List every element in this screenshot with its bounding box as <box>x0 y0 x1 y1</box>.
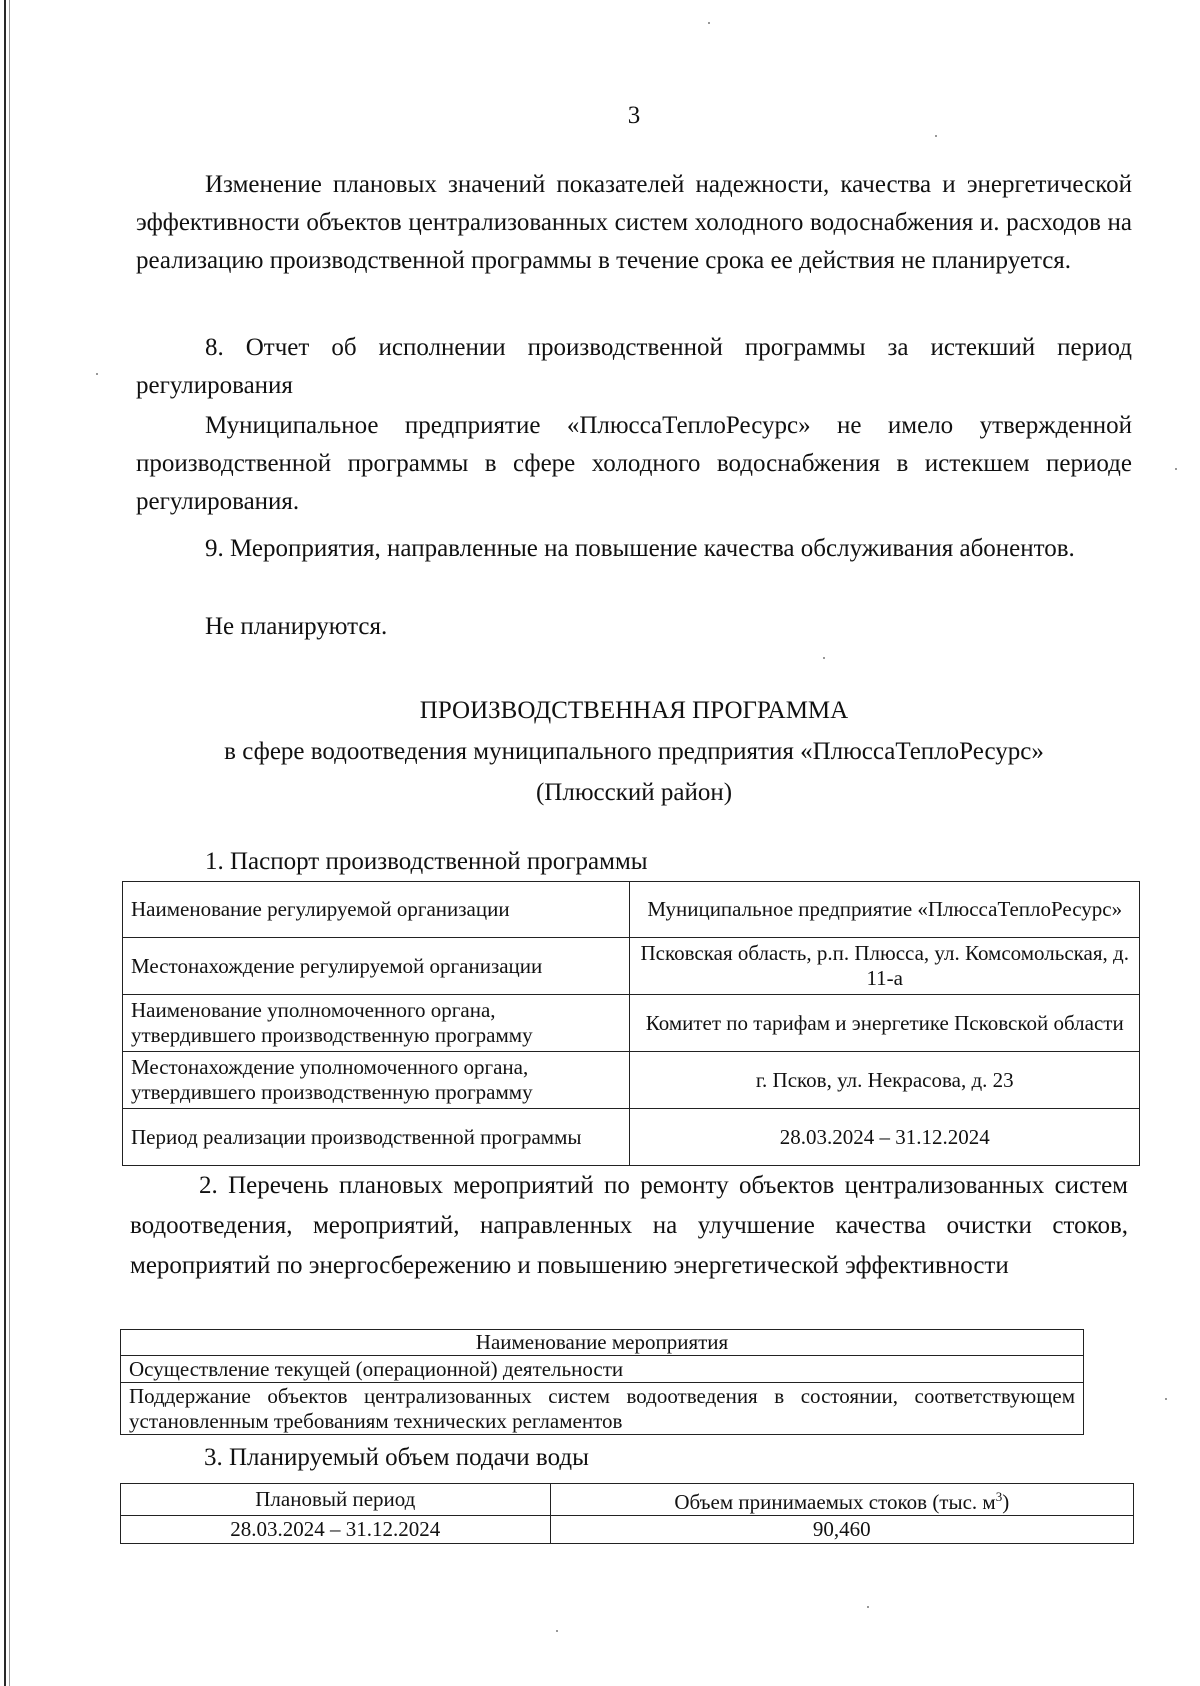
volume-header-unit-sup: 3 <box>995 1489 1003 1504</box>
volume-header-period: Плановый период <box>121 1484 551 1516</box>
passport-row <box>123 882 1140 938</box>
scan-edge-line <box>4 0 6 1686</box>
volume-caption: 3. Планируемый объем подачи воды <box>204 1444 589 1471</box>
passport-value: Псковская область, р.п. Плюсса, ул. Комсомольская, д. 11-а <box>630 938 1140 995</box>
program-heading-subtitle: в сфере водоотведения муниципального предприятия «ПлюссаТеплоРесурс» <box>224 738 1044 765</box>
passport-value: Комитет по тарифам и энергетике Псковской области <box>630 995 1140 1052</box>
volume-period: 28.03.2024 – 31.12.2024 <box>121 1516 551 1544</box>
section8-title: 8. Отчет об исполнении производственной программы за истекший период регулирования <box>136 334 1132 399</box>
scan-speck <box>935 135 937 137</box>
scan-speck <box>556 1630 558 1632</box>
passport-value: 28.03.2024 – 31.12.2024 <box>630 1109 1140 1166</box>
scan-speck <box>867 1606 869 1608</box>
passport-value: Муниципальное предприятие «ПлюссаТеплоРесурс» <box>630 882 1140 938</box>
section9-text: Не планируются. <box>205 613 388 640</box>
volume-row <box>121 1516 1134 1544</box>
activities-header: Наименование мероприятия <box>121 1330 1084 1356</box>
activities-item: Поддержание объектов централизованных систем водоотведения в состоянии, соответствующем установленным требованиям технических регламентов <box>121 1383 1084 1435</box>
volume-header-amount-text: Объем принимаемых стоков (тыс. м <box>674 1490 996 1514</box>
scan-speck <box>823 657 825 659</box>
passport-caption: 1. Паспорт производственной программы <box>205 848 648 875</box>
scan-speck <box>1165 1398 1167 1400</box>
volume-header-amount <box>550 1484 1133 1516</box>
passport-table <box>122 881 1140 1166</box>
passport-row <box>123 1109 1140 1166</box>
section8-text: Муниципальное предприятие «ПлюссаТеплоРесурс» не имело утвержденной производственной программы в сфере холодного водоснабжения в истекшем периоде регулирования. <box>136 412 1132 515</box>
passport-row <box>123 1052 1140 1109</box>
volume-amount: 90,460 <box>550 1516 1133 1544</box>
program-heading-district: (Плюсский район) <box>535 779 733 806</box>
intro-paragraph: Изменение плановых значений показателей надежности, качества и энергетической эффективности объектов централизованных систем холодного водоснабжения и. расходов на реализацию производственной программы в течение срока ее действия не планируется. <box>136 171 1132 274</box>
passport-row <box>123 938 1140 995</box>
volume-table <box>120 1483 1134 1544</box>
passport-label: Местонахождение уполномоченного органа, утвердившего производственную программу <box>123 1052 630 1109</box>
activities-caption: 2. Перечень плановых мероприятий по ремонту объектов централизованных систем водоотведения, мероприятий, направленных на улучшение качества очистки стоков, мероприятий по энергосбережению и повышению энергетической эффективности <box>130 1172 1128 1279</box>
volume-header-close: ) <box>1002 1490 1010 1514</box>
passport-label: Наименование регулируемой организации <box>123 882 630 938</box>
scan-speck <box>1175 468 1177 470</box>
passport-label: Период реализации производственной программы <box>123 1109 630 1166</box>
program-heading-title: ПРОИЗВОДСТВЕННАЯ ПРОГРАММА <box>419 697 849 724</box>
activities-item: Осуществление текущей (операционной) деятельности <box>121 1356 1084 1383</box>
scan-edge-shadow <box>9 0 10 1686</box>
scan-speck <box>96 373 98 375</box>
scan-speck <box>708 22 710 24</box>
volume-header-row <box>121 1484 1134 1516</box>
passport-value: г. Псков, ул. Некрасова, д. 23 <box>630 1052 1140 1109</box>
passport-label: Наименование уполномоченного органа, утвердившего производственную программу <box>123 995 630 1052</box>
activities-row <box>121 1356 1084 1383</box>
page-number: 3 <box>627 102 641 129</box>
passport-row <box>123 995 1140 1052</box>
activities-header-row <box>121 1330 1084 1356</box>
passport-label: Местонахождение регулируемой организации <box>123 938 630 995</box>
section9-title: 9. Мероприятия, направленные на повышение качества обслуживания абонентов. <box>205 535 1075 562</box>
activities-row <box>121 1383 1084 1435</box>
activities-table <box>120 1329 1084 1435</box>
